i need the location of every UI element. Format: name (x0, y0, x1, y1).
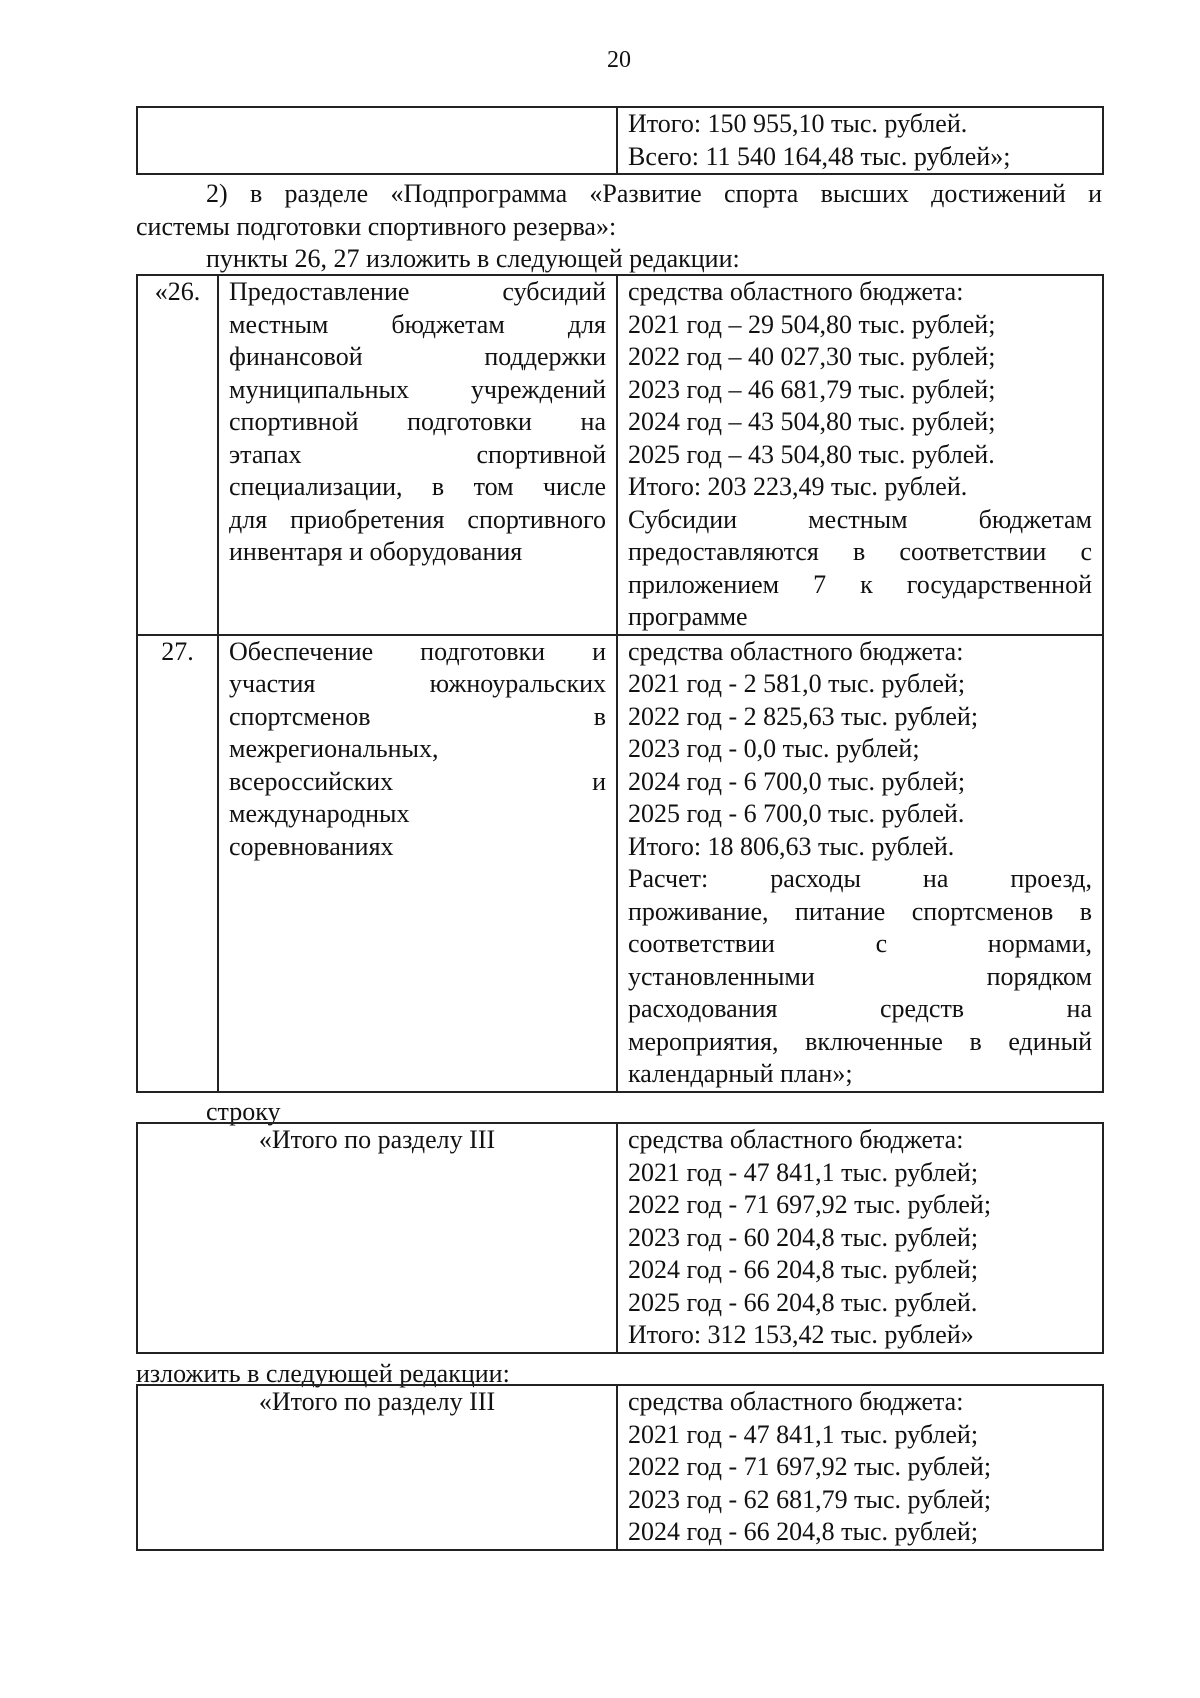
label-new-edition: изложить в следующей редакции: (136, 1359, 510, 1388)
funding-line: установленными порядком (628, 961, 1092, 991)
funding-line: средства областного бюджета: (628, 636, 964, 666)
funding-line: 2025 год - 6 700,0 тыс. рублей. (628, 799, 965, 828)
desc-line: инвентаря и оборудования (229, 537, 523, 566)
funding-line: мероприятия, включенные в единый (628, 1026, 1092, 1056)
desc-line: всероссийских и (229, 766, 606, 796)
top-grand-total-line: Всего: 11 540 164,48 тыс. рублей»; (628, 141, 1011, 171)
top-total-line: Итого: 150 955,10 тыс. рублей. (628, 109, 968, 138)
funding-line: предоставляются в соответствии с (628, 537, 1092, 566)
desc-line: Предоставление субсидий (229, 277, 606, 306)
old-total-values (617, 1123, 1103, 1353)
item-funding (617, 275, 1103, 635)
para-line-1: 2) в разделе «Подпрограмма «Развитие спорта высших достижений и (206, 179, 1102, 208)
funding-line: 2024 год - 6 700,0 тыс. рублей; (628, 766, 966, 796)
table-row (137, 635, 1103, 1092)
desc-line: Обеспечение подготовки и (229, 636, 606, 666)
total-line: 2023 год - 60 204,8 тыс. рублей; (628, 1222, 979, 1252)
total-line: 2021 год - 47 841,1 тыс. рублей; (628, 1157, 979, 1187)
funding-line: Расчет: расходы на проезд, (628, 864, 1092, 893)
para-line-3: пункты 26, 27 изложить в следующей редакции: (206, 244, 740, 273)
total-line: 2022 год - 71 697,92 тыс. рублей; (628, 1190, 992, 1219)
funding-line: 2022 год – 40 027,30 тыс. рублей; (628, 342, 996, 371)
desc-line: соревнованиях (229, 831, 394, 861)
label-stroku: строку (206, 1097, 281, 1126)
desc-line: местным бюджетам для (229, 309, 606, 339)
funding-line: проживание, питание спортсменов в (628, 896, 1092, 926)
funding-line: 2023 год - 0,0 тыс. рублей; (628, 734, 920, 763)
funding-line: программе (628, 602, 748, 631)
funding-line: 2021 год - 2 581,0 тыс. рублей; (628, 669, 966, 698)
desc-line: спортсменов в (229, 701, 606, 731)
funding-line: 2025 год – 43 504,80 тыс. рублей. (628, 439, 995, 469)
table-row (137, 275, 1103, 635)
total-line: 2022 год - 71 697,92 тыс. рублей; (628, 1452, 992, 1481)
funding-line: средства областного бюджета: (628, 277, 964, 306)
funding-line: Итого: 18 806,63 тыс. рублей. (628, 831, 955, 861)
item-number: «26. (137, 275, 218, 635)
funding-line: 2021 год – 29 504,80 тыс. рублей; (628, 309, 996, 339)
funding-line: 2023 год – 46 681,79 тыс. рублей; (628, 374, 996, 404)
total-line: 2025 год - 66 204,8 тыс. рублей. (628, 1287, 978, 1317)
total-line: 2024 год - 66 204,8 тыс. рублей; (628, 1255, 979, 1284)
desc-line: этапах спортивной (229, 439, 606, 469)
total-line: Итого: 312 153,42 тыс. рублей» (628, 1320, 974, 1349)
funding-line: приложением 7 к государственной (628, 569, 1092, 599)
top-table-empty-cell (137, 107, 617, 174)
top-table-totals-cell (617, 107, 1103, 174)
page-number: 20 (607, 47, 631, 73)
funding-line: расходования средств на (628, 994, 1092, 1023)
para-line-2: системы подготовки спортивного резерва»: (136, 212, 617, 241)
desc-line: специализации, в том числе (229, 472, 606, 501)
item-number: 27. (137, 635, 218, 1092)
funding-line: Итого: 203 223,49 тыс. рублей. (628, 472, 968, 501)
items-table (136, 274, 1102, 1093)
top-table (136, 106, 1102, 175)
item-funding (617, 635, 1103, 1092)
total-line: средства областного бюджета: (628, 1125, 964, 1154)
funding-line: календарный план»; (628, 1059, 853, 1088)
new-total-label: «Итого по разделу III (137, 1385, 617, 1550)
desc-line: международных (229, 799, 410, 828)
new-total-table (136, 1384, 1102, 1551)
funding-line: Субсидии местным бюджетам (628, 504, 1092, 534)
total-line: 2021 год - 47 841,1 тыс. рублей; (628, 1419, 979, 1449)
funding-line: 2022 год - 2 825,63 тыс. рублей; (628, 701, 979, 731)
new-total-values (617, 1385, 1103, 1550)
funding-line: соответствии с нормами, (628, 929, 1092, 958)
old-total-label: «Итого по разделу III (137, 1123, 617, 1353)
table-row (137, 1385, 1103, 1550)
desc-line: муниципальных учреждений (229, 374, 606, 404)
total-line: 2024 год - 66 204,8 тыс. рублей; (628, 1517, 979, 1546)
desc-line: межрегиональных, (229, 734, 439, 763)
total-line: 2023 год - 62 681,79 тыс. рублей; (628, 1484, 992, 1514)
desc-line: для приобретения спортивного (229, 504, 606, 534)
desc-line: спортивной подготовки на (229, 407, 606, 436)
desc-line: участия южноуральских (229, 669, 606, 698)
total-line: средства областного бюджета: (628, 1387, 964, 1416)
item-description (218, 275, 617, 635)
funding-line: 2024 год – 43 504,80 тыс. рублей; (628, 407, 996, 436)
table-row (137, 1123, 1103, 1353)
old-total-table (136, 1122, 1102, 1354)
item-description (218, 635, 617, 1092)
desc-line: финансовой поддержки (229, 342, 606, 371)
